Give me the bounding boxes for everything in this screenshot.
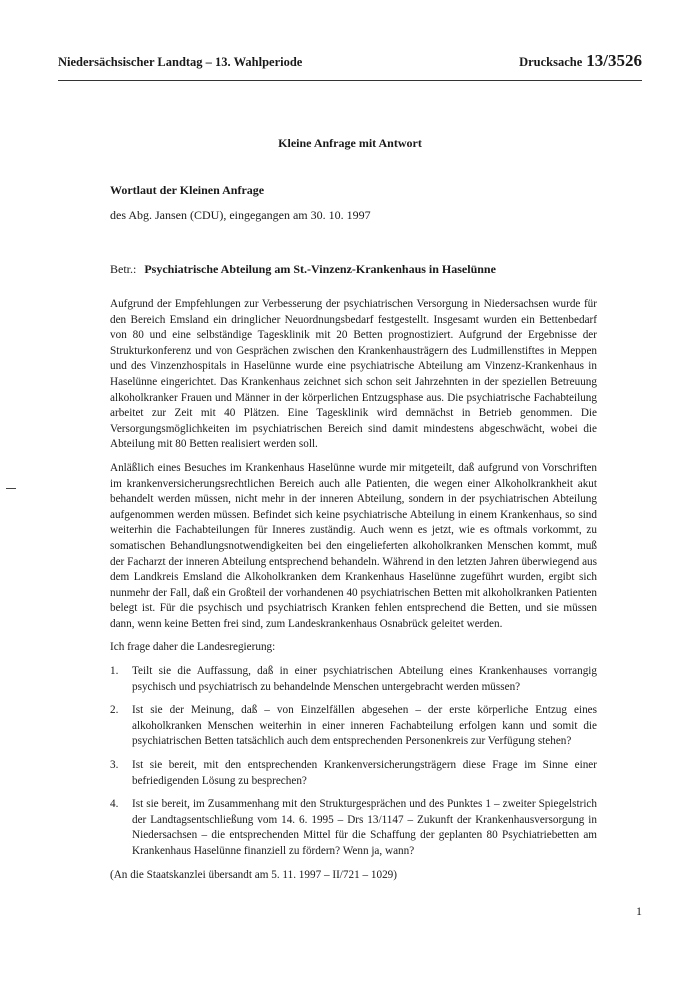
subject-line <box>110 262 496 277</box>
document-number <box>519 51 642 71</box>
page-header <box>58 51 642 73</box>
question-item <box>110 703 597 750</box>
margin-mark <box>6 488 16 489</box>
section-heading: Wortlaut der Kleinen Anfrage <box>110 183 265 197</box>
subject-text: Psychiatrische Abteilung am St.-Vinzenz-Krankenhaus in Haselünne <box>144 262 496 276</box>
page-number: 1 <box>636 904 642 918</box>
header-rule <box>58 80 642 81</box>
question-number: 2. <box>110 704 119 717</box>
submission-info: des Abg. Jansen (CDU), eingegangen am 30. 10. 1997 <box>110 208 371 222</box>
question-number: 3. <box>110 759 119 772</box>
paragraph: Aufgrund der Empfehlungen zur Verbesserung der psychiatrischen Versorgung in Niedersachsen wurde für den Bereich Emsland ein dringlicher Neuordnungsbedarf festgestellt. Insgesamt wurden ein Bettenbedarf von 80 und eine selbständige Tagesklinik mit 20 Betten prognostiziert. Aufgrund der Ergebnisse der Strukturkonferenz und von Gesprächen zwischen den Krankenhausträgern des Ludmillenstiftes in Meppen und des Vinzenzhospitals in Haselünne wurde eine psychiatrische Abteilung am Vinzenz-Krankenhaus in Haselünne eingerichtet. Das Krankenhaus zeichnet sich schon seit Jahrzehnten in der speziellen Betreuung alkoholkranker Frauen und Männer in der körperlichen Entzugsphase aus. Die psychiatrische Fachabteilung arbeitet zur Zeit mit 40 Plätzen. Eine Tagesklinik wird demnächst in Betrieb genommen. Die Versorgungsmöglichkeiten im psychiatrischen Bereich sind damit mindestens abgeschwächt, wobei die Abteilung mit 80 Betten realisiert werden soll. <box>110 298 597 451</box>
transmission-note: (An die Staatskanzlei übersandt am 5. 11. 1997 – II/721 – 1029) <box>110 868 397 881</box>
question-number: 4. <box>110 798 119 811</box>
paragraph: Ich frage daher die Landesregierung: <box>110 641 276 654</box>
question-list <box>110 664 597 860</box>
document-number-value: 13/3526 <box>586 51 642 70</box>
paragraph: Anläßlich eines Besuches im Krankenhaus Haselünne wurde mir mitgeteilt, daß aufgrund von Vorschriften im krankenversicherungsrechtlichen Bereich auch alle Patienten, die wegen einer Alkoholkrankheit akut behandelt werden müssen, nicht mehr in der inneren Abteilung, sondern in der psychiatrischen Abteilung aufgenommen werden müssen. Befindet sich keine psychiatrische Abteilung in einem Krankenhaus, so sind weiterhin die Fachabteilungen für Inneres zuständig. Auch wenn es jetzt, wie es oftmals vorkommt, zu somatischen Behandlungsnotwendigkeiten bei den eingelieferten alkoholkranken Menschen kommt, muß der Facharzt der inneren Abteilung entsprechend behandeln. Während in den letzten Jahren überwiegend aus dem Landkreis Emsland die Alkoholkranken dem Krankenhaus Haselünne zugeführt wurden, ergibt sich nunmehr der Fall, daß ein Großteil der vorhandenen 40 psychiatrischen Betten mit alkoholkranken Patienten belegt ist. Für die psychisch und psychiatrisch Kranken fehlen entsprechend die Betten, und sie müssen dann, wenn keine Betten frei sind, zum Landeskrankenhaus Osnabrück geleitet werden. <box>110 461 597 630</box>
question-item <box>110 758 597 789</box>
document-number-label: Drucksache <box>519 55 583 69</box>
question-text: Ist sie bereit, mit den entsprechenden Krankenversicherungsträgern diese Frage im Sinne einer befriedigenden Lösung zu besprechen? <box>132 759 597 787</box>
question-text: Teilt sie die Auffassung, daß in einer psychiatrischen Abteilung eines Krankenhauses vorrangig psychisch und psychiatrisch zu behandelnde Menschen untergebracht werden müssen? <box>132 665 597 693</box>
question-text: Ist sie der Meinung, daß – von Einzelfällen abgesehen – der erste körperliche Entzug eines alkoholkranken Menschen weiterhin in einer inneren Fachabteilung erfolgen kann und somit die psychiatrischen Betten tatsächlich auch dem entsprechenden Personenkreis zur Verfügung stehen? <box>132 704 597 748</box>
parliament-period: Niedersächsischer Landtag – 13. Wahlperiode <box>58 55 303 69</box>
question-item <box>110 664 597 695</box>
question-number: 1. <box>110 665 119 678</box>
document-title: Kleine Anfrage mit Antwort <box>278 136 422 150</box>
subject-label: Betr.: <box>110 262 137 276</box>
question-item <box>110 797 597 859</box>
question-text: Ist sie bereit, im Zusammenhang mit den Strukturgesprächen und des Punktes 1 – zweiter Spiegelstrich der Landtagsentschließung vom 14. 6. 1995 – Drs 13/1147 – Zukunft der Krankenhausversorgung in Niedersachsen – die entsprechenden Mittel für die Schaffung der geplanten 80 Psychiatriebetten am Krankenhaus Haselünne finanziell zu fördern? Wenn ja, wann? <box>132 798 597 857</box>
document-body <box>110 297 597 891</box>
